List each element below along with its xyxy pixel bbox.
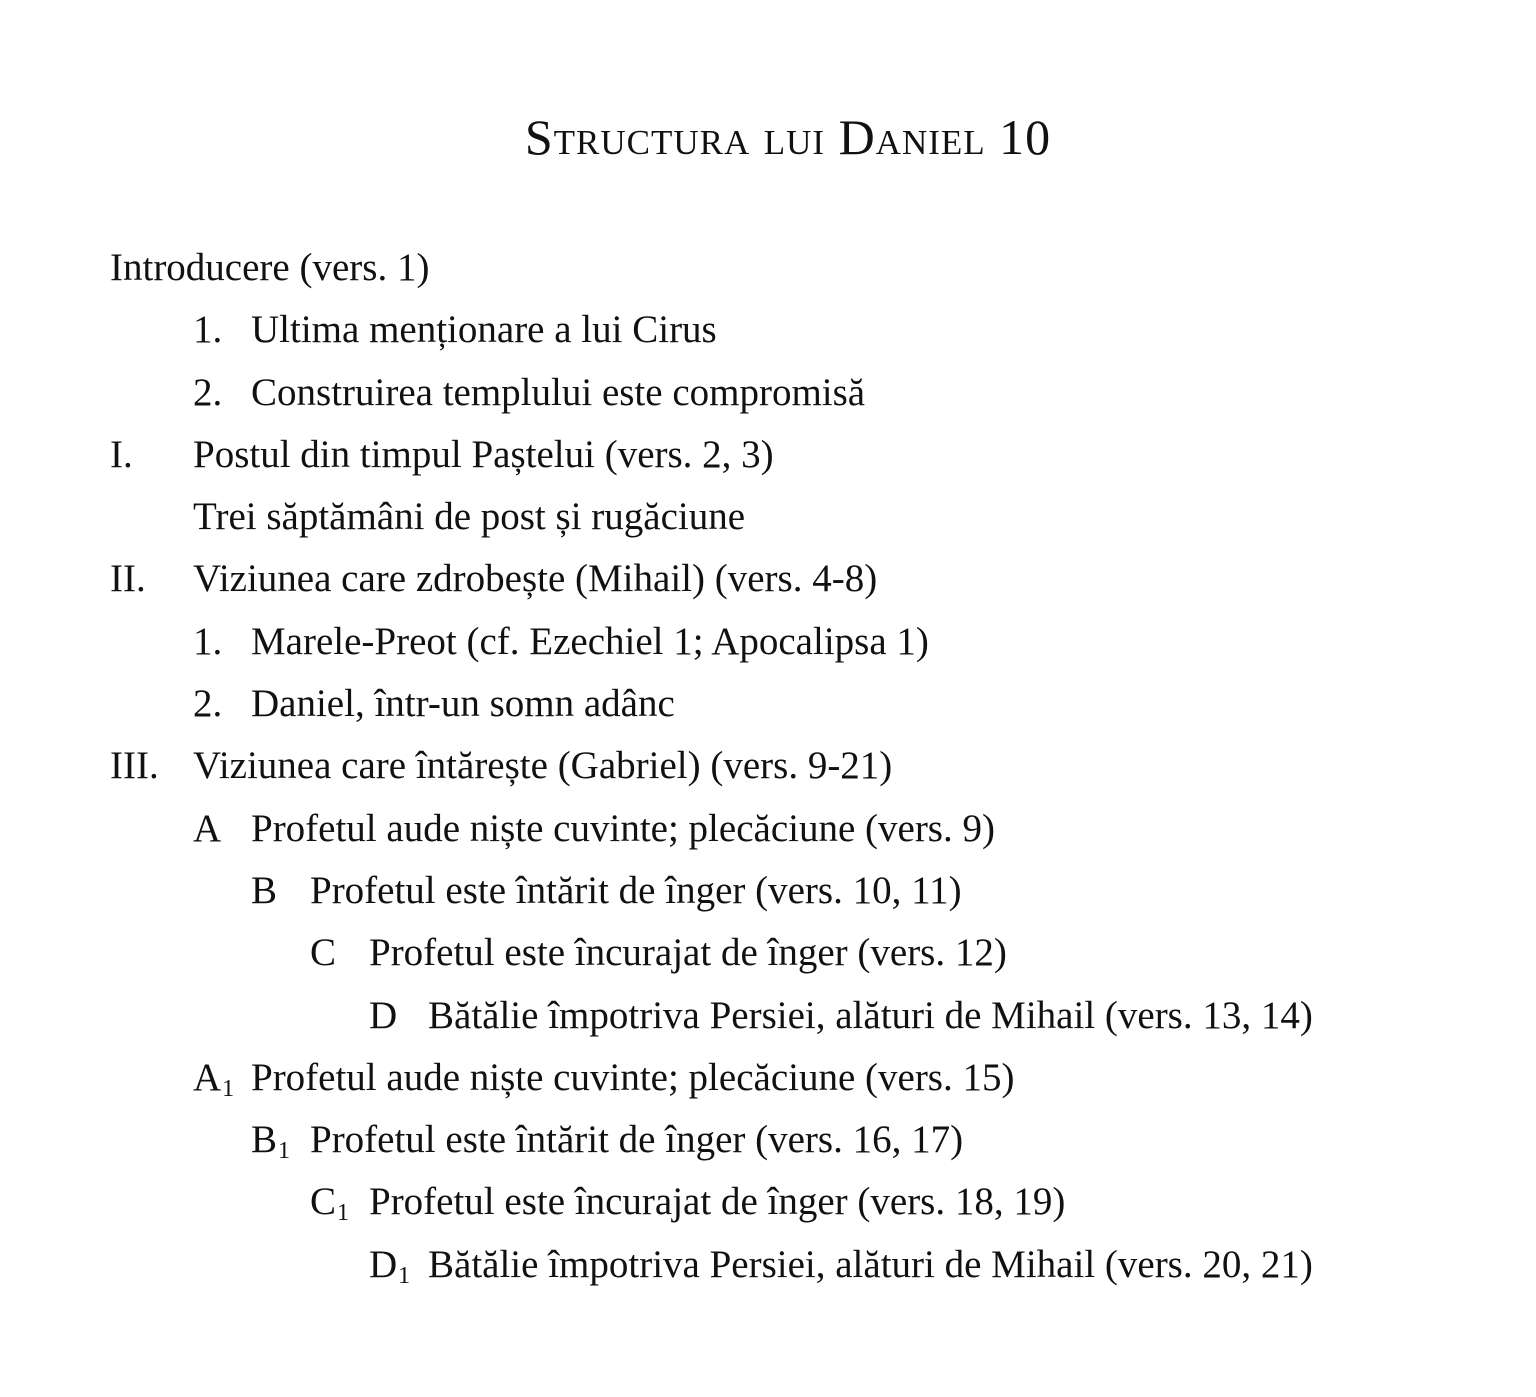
marker-letter: A [193, 1055, 222, 1099]
outline-row-chiasm-b1 [110, 1109, 1530, 1171]
marker-letter: D [369, 1242, 398, 1286]
outline-text: Marele-Preot (cf. Ezechiel 1; Apocalipsa 1) [251, 619, 929, 663]
outline-row-section-ii-point-2 [110, 673, 1530, 735]
outline-text: Ultima menționare a lui Cirus [251, 308, 717, 352]
page-title: Structura lui Daniel 10 [524, 109, 1052, 165]
outline-row-section-ii [110, 548, 1530, 610]
outline-row-section-ii-point-1 [110, 611, 1530, 673]
outline-row-chiasm-a1 [110, 1047, 1530, 1109]
outline-text: Profetul aude niște cuvinte; plecăciune (vers. 15) [251, 1055, 1015, 1099]
outline-row-chiasm-a [110, 798, 1530, 860]
outline-marker: B [251, 868, 278, 912]
outline-marker: III. [110, 744, 159, 788]
outline-text: Bătălie împotriva Persiei, alături de Mihail (vers. 13, 14) [428, 993, 1313, 1037]
outline-row-intro-point-2 [110, 362, 1530, 424]
outline-marker: D [369, 993, 398, 1037]
outline-row-chiasm-b [110, 860, 1530, 922]
marker-subscript: 1 [398, 1262, 411, 1289]
outline-row-chiasm-c1 [110, 1171, 1530, 1233]
outline-row-chiasm-d [110, 985, 1530, 1047]
marker-letter: C [310, 1180, 337, 1224]
outline-row-chiasm-c [110, 922, 1530, 984]
outline-text: Profetul este întărit de înger (vers. 16, 17) [310, 1118, 964, 1162]
marker-subscript: 1 [337, 1200, 350, 1227]
outline-marker: 2. [193, 682, 223, 726]
outline-text: Construirea templului este compromisă [251, 370, 866, 414]
outline-text: Postul din timpul Paștelui (vers. 2, 3) [193, 432, 774, 476]
outline-text: Daniel, într-un somn adânc [251, 682, 675, 726]
outline-text: Introducere (vers. 1) [110, 246, 430, 289]
marker-subscript: 1 [278, 1138, 291, 1165]
outline-row-section-iii [110, 735, 1530, 797]
outline-marker: 2. [193, 370, 223, 414]
outline-text: Profetul este încurajat de înger (vers. 18, 19) [369, 1180, 1066, 1224]
outline-marker: C [310, 931, 337, 975]
outline-marker: A [193, 806, 222, 850]
outline-marker: 1. [193, 619, 223, 663]
marker-subscript: 1 [222, 1075, 235, 1102]
outline-text: Trei săptămâni de post și rugăciune [193, 495, 746, 539]
outline-row-intro-point-1 [110, 299, 1530, 361]
outline-row-chiasm-d1 [110, 1234, 1530, 1296]
outline-marker: I. [110, 432, 133, 476]
outline-text: Bătălie împotriva Persiei, alături de Mihail (vers. 20, 21) [428, 1242, 1313, 1286]
marker-letter: B [251, 1118, 278, 1162]
outline-text: Profetul este încurajat de înger (vers. 12) [369, 931, 1007, 975]
outline-text: Viziunea care întărește (Gabriel) (vers. 9-21) [193, 744, 893, 788]
outline-text: Profetul aude niște cuvinte; plecăciune (vers. 9) [251, 806, 995, 850]
outline-row-section-i [110, 424, 1530, 486]
outline-row-introduction [110, 237, 1530, 299]
outline-marker: II. [110, 557, 146, 601]
outline-marker: 1. [193, 308, 223, 352]
outline-text: Viziunea care zdrobește (Mihail) (vers. 4-8) [193, 557, 878, 601]
outline-marker [369, 1234, 410, 1307]
outline-text: Profetul este întărit de înger (vers. 10, 11) [310, 868, 962, 912]
outline [110, 237, 1530, 1296]
outline-row-section-i-note [110, 486, 1530, 548]
